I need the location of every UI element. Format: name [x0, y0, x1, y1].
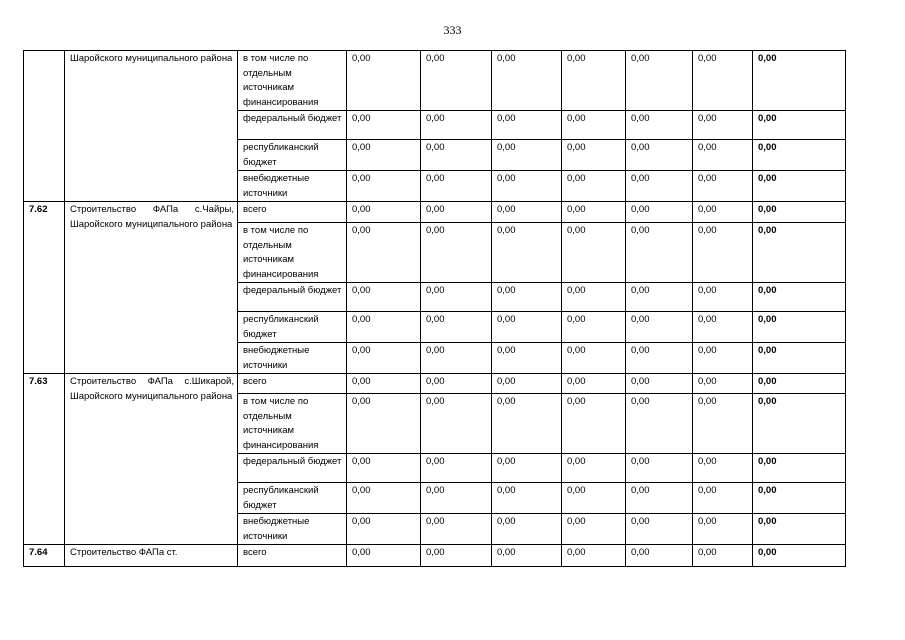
year-value: 0,00: [347, 343, 421, 374]
year-value: 0,00: [492, 223, 562, 283]
year-value: 0,00: [347, 454, 421, 483]
year-value: 0,00: [421, 171, 492, 202]
year-value: 0,00: [693, 202, 753, 223]
year-value: 0,00: [562, 140, 626, 171]
funding-source: внебюджетные источники: [238, 171, 347, 202]
year-value: 0,00: [492, 545, 562, 567]
year-value: 0,00: [347, 374, 421, 394]
total-value: 0,00: [753, 545, 846, 567]
funding-source: республиканский бюджет: [238, 140, 347, 171]
year-value: 0,00: [492, 202, 562, 223]
table-row: [24, 51, 846, 111]
year-value: 0,00: [347, 51, 421, 111]
funding-source: федеральный бюджет: [238, 454, 347, 483]
year-value: 0,00: [421, 343, 492, 374]
year-value: 0,00: [347, 514, 421, 545]
year-value: 0,00: [693, 343, 753, 374]
year-value: 0,00: [347, 483, 421, 514]
year-value: 0,00: [626, 312, 693, 343]
funding-source: в том числе по отдельным источникам финансирования: [238, 394, 347, 454]
year-value: 0,00: [562, 483, 626, 514]
total-value: 0,00: [753, 514, 846, 545]
year-value: 0,00: [421, 394, 492, 454]
year-value: 0,00: [562, 343, 626, 374]
total-value: 0,00: [753, 283, 846, 312]
year-value: 0,00: [492, 171, 562, 202]
year-value: 0,00: [626, 514, 693, 545]
year-value: 0,00: [492, 483, 562, 514]
year-value: 0,00: [347, 283, 421, 312]
total-value: 0,00: [753, 202, 846, 223]
year-value: 0,00: [492, 514, 562, 545]
funding-source: в том числе по отдельным источникам финансирования: [238, 51, 347, 111]
year-value: 0,00: [562, 545, 626, 567]
year-value: 0,00: [626, 223, 693, 283]
total-value: 0,00: [753, 312, 846, 343]
year-value: 0,00: [421, 483, 492, 514]
total-value: 0,00: [753, 394, 846, 454]
item-number: 7.63: [24, 374, 65, 545]
year-value: 0,00: [693, 140, 753, 171]
item-number: [24, 51, 65, 202]
year-value: 0,00: [421, 51, 492, 111]
year-value: 0,00: [421, 514, 492, 545]
year-value: 0,00: [492, 312, 562, 343]
year-value: 0,00: [693, 111, 753, 140]
total-value: 0,00: [753, 223, 846, 283]
year-value: 0,00: [626, 394, 693, 454]
year-value: 0,00: [693, 454, 753, 483]
funding-source: внебюджетные источники: [238, 343, 347, 374]
year-value: 0,00: [693, 283, 753, 312]
funding-source: всего: [238, 374, 347, 394]
year-value: 0,00: [562, 202, 626, 223]
total-value: 0,00: [753, 343, 846, 374]
year-value: 0,00: [693, 394, 753, 454]
year-value: 0,00: [693, 223, 753, 283]
total-value: 0,00: [753, 483, 846, 514]
year-value: 0,00: [562, 454, 626, 483]
funding-source: республиканский бюджет: [238, 312, 347, 343]
year-value: 0,00: [492, 454, 562, 483]
item-name: Строительство ФАПа ст.: [65, 545, 238, 567]
total-value: 0,00: [753, 374, 846, 394]
year-value: 0,00: [693, 312, 753, 343]
year-value: 0,00: [492, 51, 562, 111]
year-value: 0,00: [421, 202, 492, 223]
year-value: 0,00: [626, 140, 693, 171]
year-value: 0,00: [347, 111, 421, 140]
item-name: Шаройского муниципального района: [65, 51, 238, 202]
funding-source: всего: [238, 545, 347, 567]
year-value: 0,00: [347, 223, 421, 283]
year-value: 0,00: [626, 545, 693, 567]
item-number: 7.62: [24, 202, 65, 374]
funding-source: всего: [238, 202, 347, 223]
item-name: Строительство ФАПа с.Шикарой, Шаройского муниципального района: [65, 374, 238, 545]
year-value: 0,00: [347, 394, 421, 454]
year-value: 0,00: [347, 140, 421, 171]
year-value: 0,00: [693, 483, 753, 514]
year-value: 0,00: [626, 374, 693, 394]
total-value: 0,00: [753, 140, 846, 171]
year-value: 0,00: [492, 394, 562, 454]
year-value: 0,00: [693, 51, 753, 111]
year-value: 0,00: [626, 51, 693, 111]
budget-table: [23, 50, 846, 567]
item-name: Строительство ФАПа с.Чайры, Шаройского муниципального района: [65, 202, 238, 374]
total-value: 0,00: [753, 51, 846, 111]
year-value: 0,00: [626, 111, 693, 140]
year-value: 0,00: [562, 394, 626, 454]
year-value: 0,00: [693, 545, 753, 567]
year-value: 0,00: [421, 374, 492, 394]
year-value: 0,00: [562, 283, 626, 312]
year-value: 0,00: [562, 171, 626, 202]
year-value: 0,00: [562, 223, 626, 283]
funding-source: республиканский бюджет: [238, 483, 347, 514]
total-value: 0,00: [753, 454, 846, 483]
table-row: [24, 202, 846, 223]
year-value: 0,00: [347, 171, 421, 202]
year-value: 0,00: [421, 283, 492, 312]
funding-source: федеральный бюджет: [238, 111, 347, 140]
year-value: 0,00: [421, 111, 492, 140]
year-value: 0,00: [492, 374, 562, 394]
table-row: [24, 374, 846, 394]
year-value: 0,00: [492, 140, 562, 171]
year-value: 0,00: [626, 454, 693, 483]
year-value: 0,00: [421, 454, 492, 483]
year-value: 0,00: [421, 140, 492, 171]
year-value: 0,00: [347, 545, 421, 567]
year-value: 0,00: [626, 483, 693, 514]
year-value: 0,00: [626, 171, 693, 202]
funding-source: внебюджетные источники: [238, 514, 347, 545]
year-value: 0,00: [347, 312, 421, 343]
year-value: 0,00: [693, 171, 753, 202]
year-value: 0,00: [347, 202, 421, 223]
year-value: 0,00: [492, 111, 562, 140]
year-value: 0,00: [492, 283, 562, 312]
page-number: 333: [443, 23, 462, 37]
year-value: 0,00: [562, 111, 626, 140]
year-value: 0,00: [562, 312, 626, 343]
year-value: 0,00: [562, 514, 626, 545]
item-number: 7.64: [24, 545, 65, 567]
year-value: 0,00: [562, 51, 626, 111]
year-value: 0,00: [626, 202, 693, 223]
table-row: [24, 545, 846, 567]
year-value: 0,00: [693, 374, 753, 394]
year-value: 0,00: [626, 343, 693, 374]
total-value: 0,00: [753, 171, 846, 202]
year-value: 0,00: [492, 343, 562, 374]
total-value: 0,00: [753, 111, 846, 140]
funding-source: федеральный бюджет: [238, 283, 347, 312]
year-value: 0,00: [562, 374, 626, 394]
year-value: 0,00: [626, 283, 693, 312]
funding-source: в том числе по отдельным источникам финансирования: [238, 223, 347, 283]
year-value: 0,00: [421, 223, 492, 283]
year-value: 0,00: [421, 545, 492, 567]
year-value: 0,00: [693, 514, 753, 545]
year-value: 0,00: [421, 312, 492, 343]
